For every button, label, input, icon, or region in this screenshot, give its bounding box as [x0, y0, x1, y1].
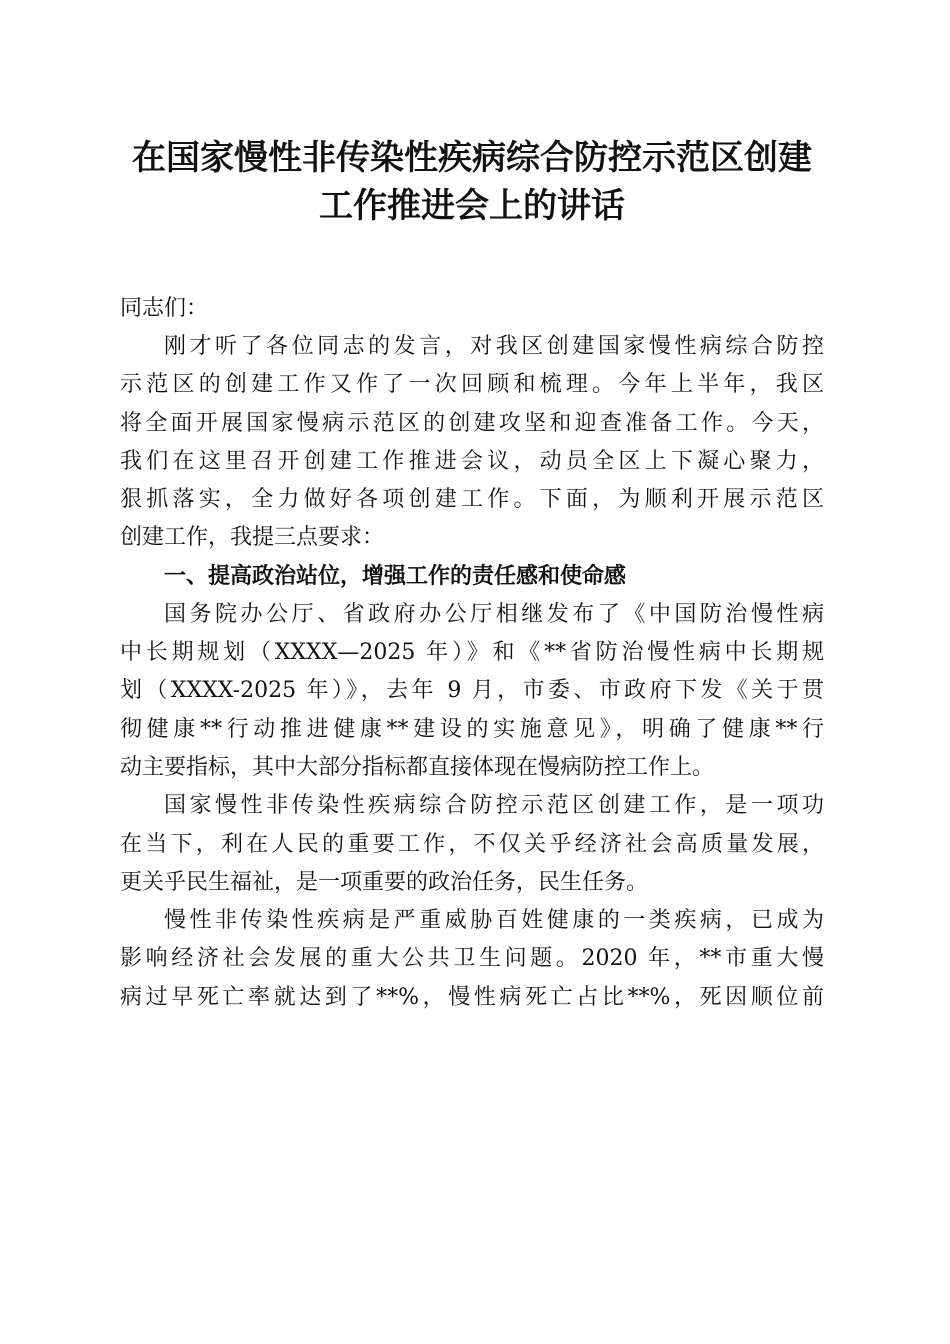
- title-line: 工作推进会上的讲话: [319, 186, 625, 226]
- paragraph-line: 影响经济社会发展的重大公共卫生问题。2020 年，**市重大慢: [120, 946, 824, 972]
- section-1-paragraph-2: [120, 787, 824, 902]
- paragraph-line: 彻健康**行动推进健康**建设的实施意见》，明确了健康**行: [120, 716, 824, 742]
- document-page: [120, 134, 824, 1017]
- paragraph-line: 更关乎民生福祉，是一项重要的政治任务，民生任务。: [120, 869, 649, 895]
- paragraph-line: 病过早死亡率就达到了**%，慢性病死亡占比**%，死因顺位前: [120, 984, 824, 1010]
- section-1-paragraph-3: [120, 902, 824, 1017]
- paragraph-line: 将全面开展国家慢病示范区的创建攻坚和迎查准备工作。今天，: [120, 410, 824, 436]
- paragraph-line: 在当下，利在人民的重要工作，不仅关乎经济社会高质量发展，: [120, 831, 824, 857]
- paragraph-line: 划（XXXX-2025 年）》，去年 9 月，市委、市政府下发《关于贯: [120, 678, 824, 704]
- paragraph-line: 动主要指标，其中大部分指标都直接体现在慢病防控工作上。: [120, 754, 715, 780]
- section-heading-1: 一、提高政治站位，增强工作的责任感和使命感: [164, 563, 627, 589]
- section-1-paragraph-1: [120, 596, 824, 787]
- document-title: [120, 134, 824, 230]
- paragraph-line: 中长期规划（XXXX—2025 年）》和《**省防治慢性病中长期规: [120, 640, 824, 666]
- title-line: 在国家慢性非传染性疾病综合防控示范区创建: [132, 138, 812, 178]
- paragraph-line: 国务院办公厅、省政府办公厅相继发布了《中国防治慢性病: [164, 601, 824, 627]
- paragraph-line: 慢性非传染性疾病是严重威胁百姓健康的一类疾病，已成为: [164, 908, 824, 934]
- paragraph-line: 刚才听了各位同志的发言，对我区创建国家慢性病综合防控: [164, 334, 824, 359]
- paragraph-line: 国家慢性非传染性疾病综合防控示范区创建工作，是一项功: [164, 793, 824, 819]
- salutation: 同志们：: [120, 296, 209, 321]
- intro-paragraph: [120, 328, 824, 558]
- paragraph-line: 狠抓落实，全力做好各项创建工作。下面，为顺利开展示范区: [120, 487, 824, 513]
- paragraph-line: 我们在这里召开创建工作推进会议，动员全区上下凝心聚力，: [120, 448, 824, 474]
- paragraph-line: 示范区的创建工作又作了一次回顾和梳理。今年上半年，我区: [120, 372, 824, 398]
- paragraph-line: 创建工作，我提三点要求：: [120, 525, 385, 551]
